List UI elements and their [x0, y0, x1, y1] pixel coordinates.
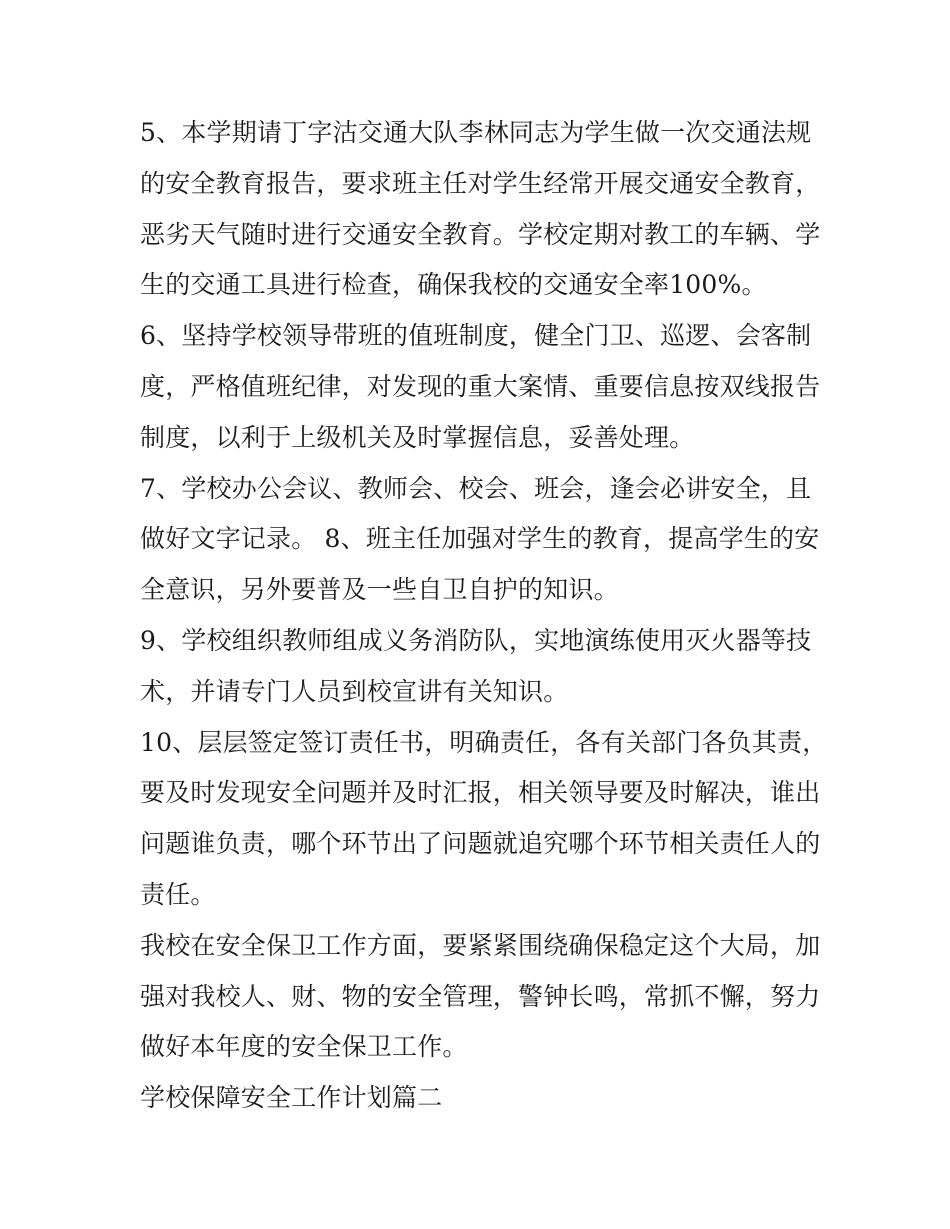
text-line: 度，严格值班纪律，对发现的重大案情、重要信息按双线报告	[140, 371, 821, 401]
text-line: 做好文字记录。 8、班主任加强对学生的教育，提高学生的安	[140, 524, 820, 554]
text-line: 我校在安全保卫工作方面，要紧紧围绕确保稳定这个大局，加	[140, 930, 821, 960]
text-line: 全意识，另外要普及一些自卫自护的知识。	[140, 575, 619, 605]
text-line: 要及时发现安全问题并及时汇报，相关领导要及时解决，谁出	[140, 778, 821, 808]
document-body	[140, 108, 828, 1124]
text-line: 责任。	[140, 879, 216, 909]
text-line: 7、学校办公会议、教师会、校会、班会，逢会必讲安全，且	[140, 473, 812, 503]
text-line: 5、本学期请丁字沽交通大队李林同志为学生做一次交通法规	[140, 118, 812, 147]
text-line: 术，并请专门人员到校宣讲有关知识。	[140, 676, 569, 706]
text-line: 生的交通工具进行检查，确保我校的交通安全率100%。	[140, 270, 767, 300]
text-line: 的安全教育报告，要求班主任对学生经常开展交通安全教育，	[140, 168, 821, 198]
text-line: 制度，以利于上级机关及时掌握信息，妥善处理。	[140, 422, 695, 452]
text-line: 恶劣天气随时进行交通安全教育。学校定期对教工的车辆、学	[140, 219, 821, 249]
text-line: 6、坚持学校领导带班的值班制度，健全门卫、巡逻、会客制	[140, 321, 812, 351]
text-line: 问题谁负责，哪个环节出了问题就追究哪个环节相关责任人的	[140, 829, 821, 859]
section-heading: 学校保障安全工作计划篇二	[140, 1083, 443, 1113]
text-line: 9、学校组织教师组成义务消防队，实地演练使用灭火器等技	[140, 625, 812, 655]
text-line: 10、层层签定签订责任书，明确责任，各有关部门各负其责，	[140, 727, 828, 757]
text-line: 做好本年度的安全保卫工作。	[140, 1032, 468, 1062]
text-line: 强对我校人、财、物的安全管理，警钟长鸣，常抓不懈，努力	[140, 981, 821, 1011]
